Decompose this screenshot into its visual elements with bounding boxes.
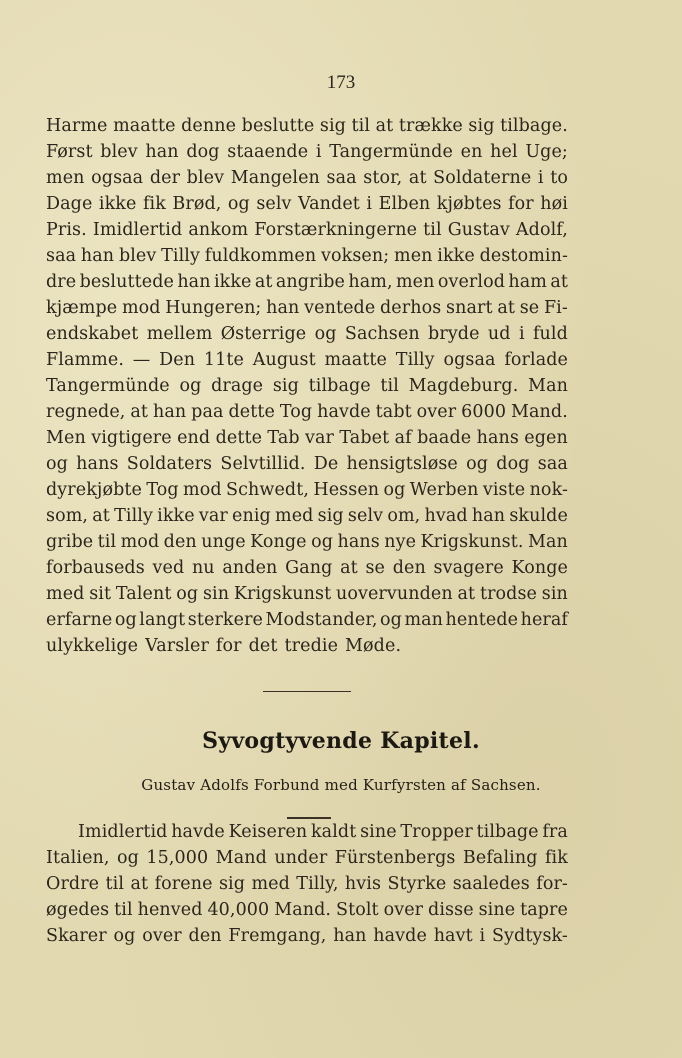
text-line: erfarne og langt sterkere Modstander, og man hentede heraf bbox=[46, 610, 568, 630]
text-line: ulykkelige Varsler for det tredie Møde. bbox=[46, 636, 402, 656]
text-line: med sit Talent og sin Krigskunst uovervunden at trodse sin bbox=[46, 584, 568, 604]
text-line: saa han blev Tilly fuldkommen voksen; men ikke destomin- bbox=[46, 246, 568, 266]
text-line: Harme maatte denne beslutte sig til at trække sig tilbage. bbox=[46, 116, 568, 136]
text-line: som, at Tilly ikke var enig med sig selv om, hvad han skulde bbox=[46, 506, 568, 526]
page-number: 173 bbox=[326, 72, 356, 93]
text-line: Flamme. — Den 11te August maatte Tilly ogsaa forlade bbox=[46, 350, 568, 370]
text-line: Først blev han dog staaende i Tangermünde en hel Uge; bbox=[46, 142, 568, 162]
text-line: Skarer og over den Fremgang, han havde havt i Sydtysk- bbox=[46, 926, 568, 946]
text-line: Dage ikke fik Brød, og selv Vandet i Elben kjøbtes for høi bbox=[46, 194, 568, 214]
text-line: regnede, at han paa dette Tog havde tabt over 6000 Mand. bbox=[46, 402, 568, 422]
text-line: Tangermünde og drage sig tilbage til Magdeburg. Man bbox=[46, 376, 568, 396]
text-line: Imidlertid havde Keiseren kaldt sine Tropper tilbage fra bbox=[78, 822, 568, 842]
text-line: men ogsaa der blev Mangelen saa stor, at Soldaterne i to bbox=[46, 168, 568, 188]
text-line: Ordre til at forene sig med Tilly, hvis Styrke saaledes for- bbox=[46, 874, 568, 894]
text-line: dyrekjøbte Tog mod Schwedt, Hessen og Werben viste nok- bbox=[46, 480, 568, 500]
text-line: Italien, og 15,000 Mand under Fürstenbergs Befaling fik bbox=[46, 848, 568, 868]
text-line: Pris. Imidlertid ankom Forstærkningerne til Gustav Adolf, bbox=[46, 220, 568, 240]
paragraph-1 bbox=[46, 113, 568, 659]
text-line: forbauseds ved nu anden Gang at se den svagere Konge bbox=[46, 558, 568, 578]
text-line: endskabet mellem Østerrige og Sachsen bryde ud i fuld bbox=[46, 324, 568, 344]
text-line: Men vigtigere end dette Tab var Tabet af baade hans egen bbox=[46, 428, 568, 448]
paragraph-2 bbox=[46, 819, 568, 949]
text-line: øgedes til henved 40,000 Mand. Stolt over disse sine tapre bbox=[46, 900, 568, 920]
chapter-title: Syvogtyvende Kapitel. bbox=[202, 728, 480, 754]
section-divider-rule bbox=[263, 691, 351, 692]
text-line: gribe til mod den unge Konge og hans nye Krigskunst. Man bbox=[46, 532, 568, 552]
text-line: og hans Soldaters Selvtillid. De hensigtsløse og dog saa bbox=[46, 454, 568, 474]
text-line: kjæmpe mod Hungeren; han ventede derhos snart at se Fi- bbox=[46, 298, 568, 318]
chapter-subtitle: Gustav Adolfs Forbund med Kurfyrsten af Sachsen. bbox=[141, 776, 541, 794]
text-line: dre besluttede han ikke at angribe ham, men overlod ham at bbox=[46, 272, 568, 292]
